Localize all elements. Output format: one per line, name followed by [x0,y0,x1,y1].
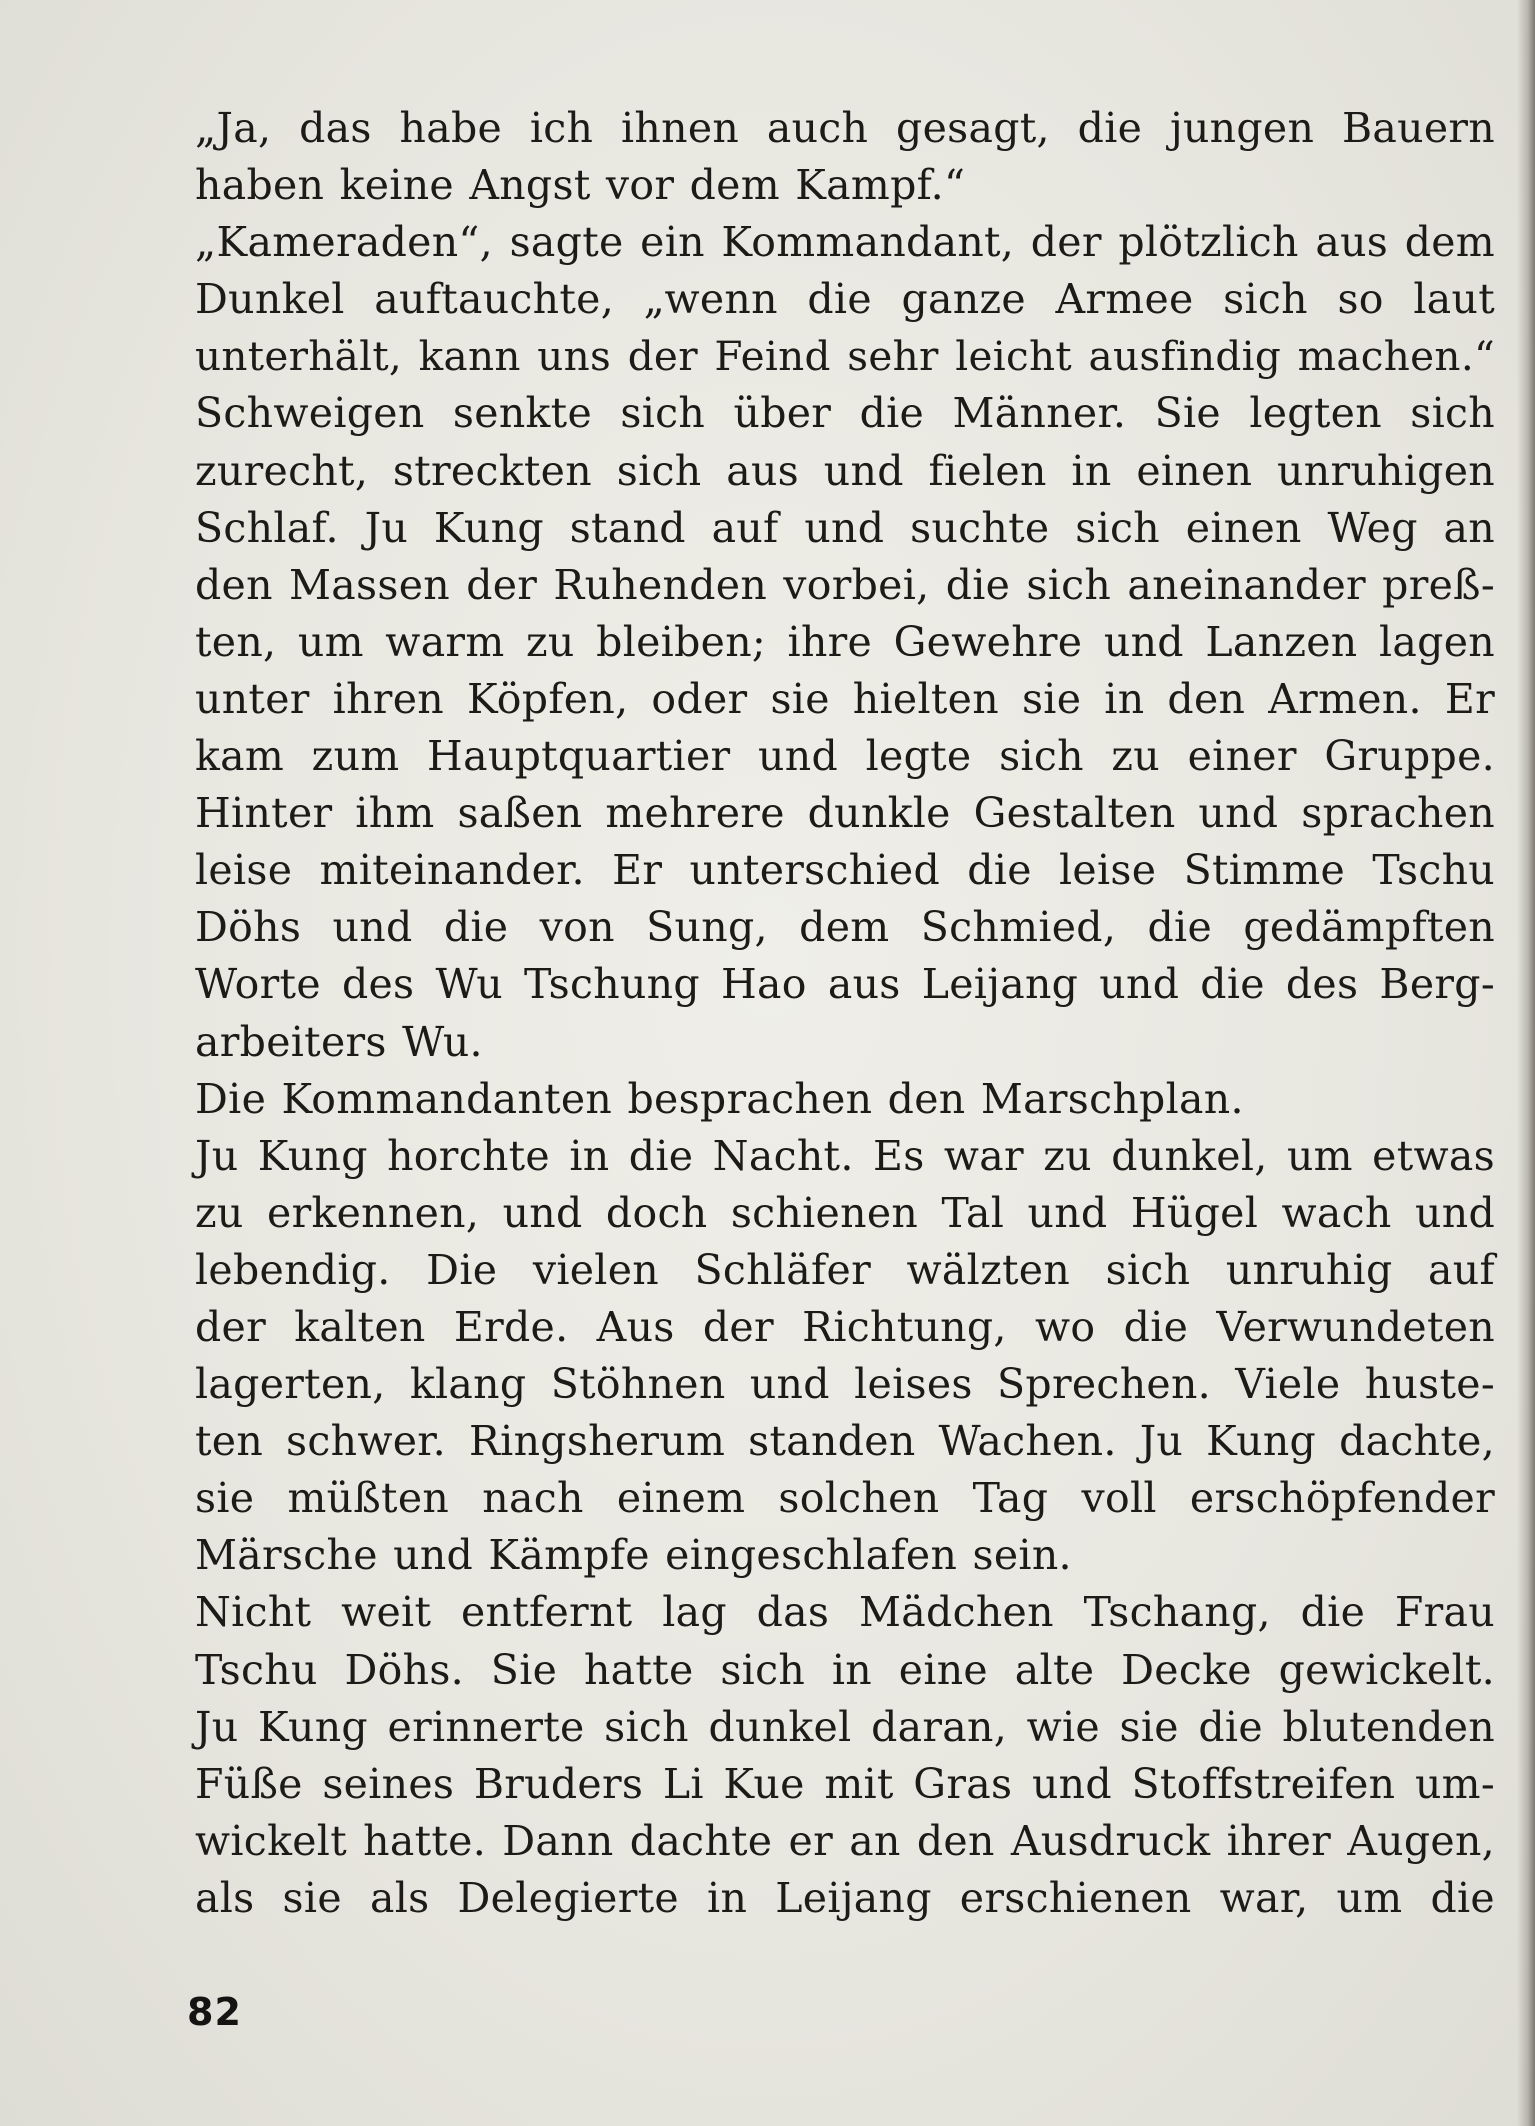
text-line: Döhs und die von Sung, dem Schmied, die gedämpften [195,903,1495,952]
text-line: Tschu Döhs. Sie hatte sich in eine alte Decke gewickelt. [195,1645,1495,1694]
text-line: „Kameraden“, sagte ein Kommandant, der plötzlich aus dem [195,218,1495,267]
text-line: Ju Kung erinnerte sich dunkel daran, wie sie die blutenden [195,1702,1495,1751]
text-line: wickelt hatte. Dann dachte er an den Ausdruck ihrer Augen, [195,1816,1495,1865]
text-line: sie müßten nach einem solchen Tag voll erschöpfender [195,1474,1495,1523]
text-line: Ju Kung horchte in die Nacht. Es war zu dunkel, um etwas [195,1131,1495,1180]
text-line: unterhält, kann uns der Feind sehr leicht ausfindig machen.“ [195,332,1495,381]
text-line: zu erkennen, und doch schienen Tal und Hügel wach und [195,1188,1495,1237]
text-line: arbeiters Wu. [195,1017,483,1066]
text-line: Schweigen senkte sich über die Männer. Sie legten sich [195,389,1495,438]
text-line: kam zum Hauptquartier und legte sich zu einer Gruppe. [195,732,1495,781]
text-line: unter ihren Köpfen, oder sie hielten sie in den Armen. Er [195,674,1495,723]
text-line: Die Kommandanten besprachen den Marschplan. [195,1074,1244,1123]
text-line: Nicht weit entfernt lag das Mädchen Tschang, die Frau [195,1588,1495,1637]
page-number: 82 [187,1990,242,2034]
text-line: haben keine Angst vor dem Kampf.“ [195,161,966,210]
text-line: den Massen der Ruhenden vorbei, die sich aneinander preß- [195,560,1495,609]
text-line: zurecht, streckten sich aus und fielen in einen unruhigen [195,446,1495,495]
text-line: Worte des Wu Tschung Hao aus Leijang und die des Berg- [195,960,1495,1009]
text-line: lagerten, klang Stöhnen und leises Sprechen. Viele huste- [195,1360,1495,1409]
text-line: der kalten Erde. Aus der Richtung, wo die Verwundeten [195,1302,1495,1351]
text-line: ten, um warm zu bleiben; ihre Gewehre und Lanzen lagen [195,617,1495,666]
text-line: Hinter ihm saßen mehrere dunkle Gestalten und sprachen [195,789,1495,838]
text-line: lebendig. Die vielen Schläfer wälzten sich unruhig auf [195,1245,1495,1294]
text-line: Schlaf. Ju Kung stand auf und suchte sich einen Weg an [195,503,1495,552]
text-line: Märsche und Kämpfe eingeschlafen sein. [195,1531,1072,1580]
page-edge-shadow [1517,0,1535,2126]
text-line: Dunkel auftauchte, „wenn die ganze Armee sich so laut [195,275,1495,324]
body-text [195,100,1495,1927]
text-line: ten schwer. Ringsherum standen Wachen. Ju Kung dachte, [195,1417,1495,1466]
text-line: „Ja, das habe ich ihnen auch gesagt, die jungen Bauern [195,104,1495,152]
text-line: Füße seines Bruders Li Kue mit Gras und Stoffstreifen um- [195,1759,1495,1808]
text-line: als sie als Delegierte in Leijang erschienen war, um die [195,1873,1495,1922]
text-line: leise miteinander. Er unterschied die leise Stimme Tschu [195,846,1495,895]
